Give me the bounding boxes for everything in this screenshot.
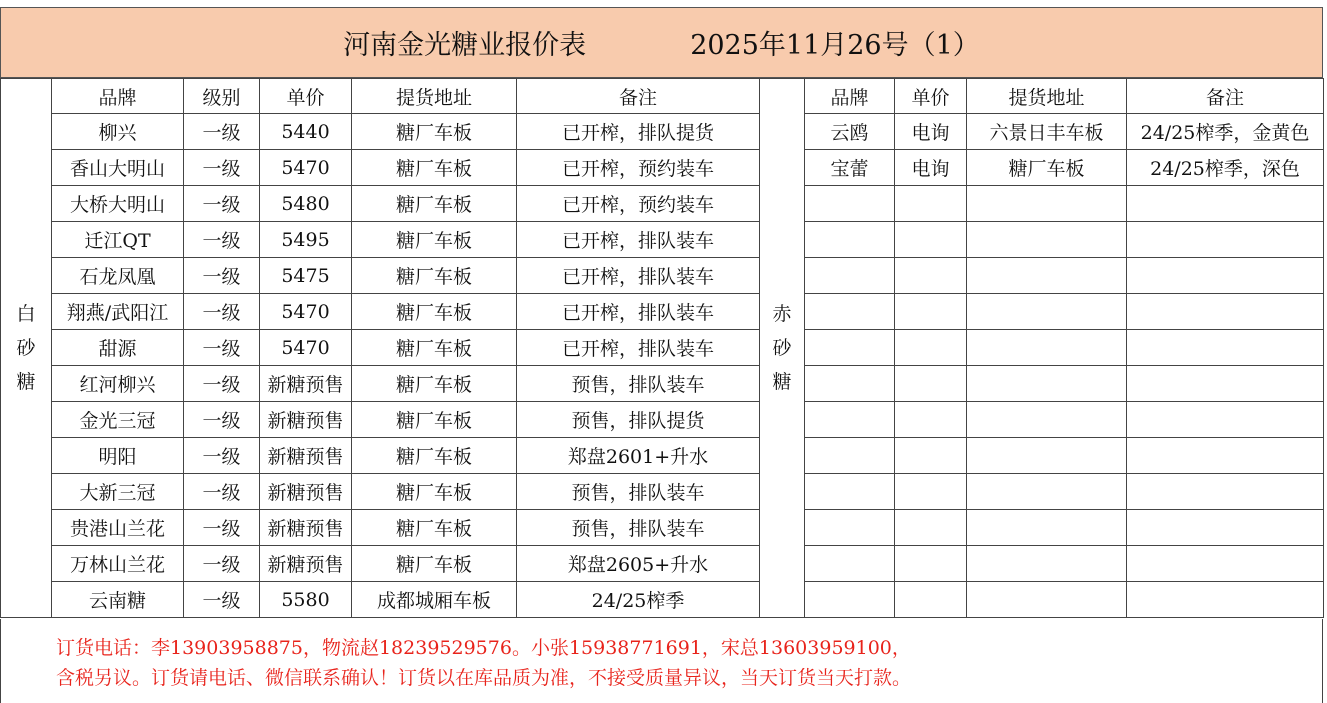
red-cell bbox=[1127, 186, 1324, 222]
white-header-cell: 单价 bbox=[260, 79, 352, 114]
red-cell bbox=[895, 330, 967, 366]
white-cell: 翔燕/武阳江 bbox=[52, 294, 184, 330]
order-notice bbox=[0, 619, 1323, 703]
white-header-cell: 备注 bbox=[517, 79, 760, 114]
red-cell bbox=[1127, 222, 1324, 258]
red-cell bbox=[1127, 438, 1324, 474]
white-cell: 一级 bbox=[184, 150, 260, 186]
red-cell bbox=[895, 438, 967, 474]
white-cell: 香山大明山 bbox=[52, 150, 184, 186]
red-cell: 电询 bbox=[895, 150, 967, 186]
red-cell bbox=[805, 258, 895, 294]
terms-line: 含税另议。订货请电话、微信联系确认！订货以在库品质为准，不接受质量异议，当天订货当天打款。 bbox=[56, 667, 912, 689]
white-cell: 5470 bbox=[260, 150, 352, 186]
red-cell bbox=[1127, 582, 1324, 618]
red-cell bbox=[895, 402, 967, 438]
red-cell: 电询 bbox=[895, 114, 967, 150]
white-cell: 5475 bbox=[260, 258, 352, 294]
red-cell bbox=[1127, 294, 1324, 330]
red-cell bbox=[895, 510, 967, 546]
white-header-cell: 提货地址 bbox=[352, 79, 517, 114]
white-cell: 贵港山兰花 bbox=[52, 510, 184, 546]
white-cell: 已开榨，排队装车 bbox=[517, 330, 760, 366]
red-cell bbox=[967, 546, 1127, 582]
white-cell: 新糖预售 bbox=[260, 402, 352, 438]
table-row bbox=[1, 114, 1324, 150]
table-row bbox=[1, 150, 1324, 186]
table-row bbox=[1, 366, 1324, 402]
white-cell: 一级 bbox=[184, 330, 260, 366]
contact-line: 订货电话：李13903958875，物流赵18239529576。小张15938771691，宋总13603959100， bbox=[56, 637, 911, 659]
red-cell bbox=[967, 222, 1127, 258]
white-cell: 金光三冠 bbox=[52, 402, 184, 438]
red-cell bbox=[805, 582, 895, 618]
red-cell bbox=[805, 294, 895, 330]
white-cell: 新糖预售 bbox=[260, 474, 352, 510]
red-cell bbox=[805, 438, 895, 474]
red-cell bbox=[967, 294, 1127, 330]
white-cell: 糖厂车板 bbox=[352, 150, 517, 186]
red-cell bbox=[967, 510, 1127, 546]
red-cell bbox=[805, 474, 895, 510]
red-cell: 糖厂车板 bbox=[967, 150, 1127, 186]
red-cell bbox=[1127, 402, 1324, 438]
white-cell: 一级 bbox=[184, 510, 260, 546]
white-cell: 成都城厢车板 bbox=[352, 582, 517, 618]
red-cell bbox=[805, 510, 895, 546]
red-sugar-label-char: 赤 bbox=[772, 303, 792, 325]
white-cell: 预售，排队装车 bbox=[517, 474, 760, 510]
table-row bbox=[1, 186, 1324, 222]
white-cell: 预售，排队装车 bbox=[517, 510, 760, 546]
white-cell: 5580 bbox=[260, 582, 352, 618]
white-cell: 糖厂车板 bbox=[352, 546, 517, 582]
white-cell: 一级 bbox=[184, 258, 260, 294]
red-sugar-label-char: 糖 bbox=[772, 371, 792, 393]
red-cell: 六景日丰车板 bbox=[967, 114, 1127, 150]
white-cell: 5470 bbox=[260, 294, 352, 330]
white-sugar-label-char: 砂 bbox=[16, 337, 36, 359]
white-cell: 明阳 bbox=[52, 438, 184, 474]
white-cell: 一级 bbox=[184, 582, 260, 618]
white-cell: 甜源 bbox=[52, 330, 184, 366]
white-cell: 郑盘2601+升水 bbox=[517, 438, 760, 474]
white-cell: 糖厂车板 bbox=[352, 114, 517, 150]
white-cell: 云南糖 bbox=[52, 582, 184, 618]
white-cell: 一级 bbox=[184, 546, 260, 582]
red-header-cell: 品牌 bbox=[805, 79, 895, 114]
red-cell bbox=[895, 546, 967, 582]
white-cell: 已开榨，预约装车 bbox=[517, 150, 760, 186]
white-cell: 糖厂车板 bbox=[352, 438, 517, 474]
red-cell bbox=[895, 258, 967, 294]
white-cell: 已开榨，预约装车 bbox=[517, 186, 760, 222]
white-cell: 大桥大明山 bbox=[52, 186, 184, 222]
white-cell: 预售，排队提货 bbox=[517, 402, 760, 438]
white-cell: 糖厂车板 bbox=[352, 186, 517, 222]
red-cell bbox=[967, 438, 1127, 474]
white-cell: 糖厂车板 bbox=[352, 402, 517, 438]
white-cell: 迁江QT bbox=[52, 222, 184, 258]
red-cell bbox=[1127, 510, 1324, 546]
white-header-cell: 品牌 bbox=[52, 79, 184, 114]
white-cell: 已开榨，排队装车 bbox=[517, 222, 760, 258]
table-row bbox=[1, 546, 1324, 582]
white-cell: 5440 bbox=[260, 114, 352, 150]
red-cell bbox=[805, 330, 895, 366]
white-cell: 柳兴 bbox=[52, 114, 184, 150]
header-row bbox=[1, 79, 1324, 114]
white-cell: 新糖预售 bbox=[260, 438, 352, 474]
white-cell: 一级 bbox=[184, 438, 260, 474]
red-cell bbox=[805, 186, 895, 222]
red-cell: 24/25榨季，金黄色 bbox=[1127, 114, 1324, 150]
white-sugar-label bbox=[1, 79, 52, 618]
white-cell: 已开榨，排队装车 bbox=[517, 294, 760, 330]
red-cell bbox=[967, 330, 1127, 366]
white-cell: 石龙凤凰 bbox=[52, 258, 184, 294]
table-row bbox=[1, 294, 1324, 330]
table-row bbox=[1, 258, 1324, 294]
red-header-cell: 备注 bbox=[1127, 79, 1324, 114]
white-cell: 一级 bbox=[184, 114, 260, 150]
table-row bbox=[1, 222, 1324, 258]
red-header-cell: 单价 bbox=[895, 79, 967, 114]
table-row bbox=[1, 510, 1324, 546]
red-cell bbox=[895, 474, 967, 510]
white-cell: 糖厂车板 bbox=[352, 222, 517, 258]
red-cell bbox=[805, 402, 895, 438]
white-cell: 预售，排队装车 bbox=[517, 366, 760, 402]
white-cell: 糖厂车板 bbox=[352, 258, 517, 294]
table-row bbox=[1, 474, 1324, 510]
white-cell: 红河柳兴 bbox=[52, 366, 184, 402]
white-sugar-label-char: 白 bbox=[16, 303, 36, 325]
red-sugar-label bbox=[760, 79, 805, 618]
table-row bbox=[1, 582, 1324, 618]
red-cell bbox=[967, 258, 1127, 294]
white-cell: 已开榨，排队装车 bbox=[517, 258, 760, 294]
red-cell bbox=[967, 474, 1127, 510]
red-cell bbox=[805, 546, 895, 582]
white-cell: 已开榨，排队提货 bbox=[517, 114, 760, 150]
white-cell: 新糖预售 bbox=[260, 510, 352, 546]
white-cell: 一级 bbox=[184, 366, 260, 402]
white-cell: 糖厂车板 bbox=[352, 366, 517, 402]
red-cell bbox=[895, 222, 967, 258]
white-cell: 郑盘2605+升水 bbox=[517, 546, 760, 582]
red-cell bbox=[967, 366, 1127, 402]
white-cell: 万林山兰花 bbox=[52, 546, 184, 582]
red-cell bbox=[967, 582, 1127, 618]
white-cell: 一级 bbox=[184, 186, 260, 222]
red-cell bbox=[967, 402, 1127, 438]
table-row bbox=[1, 438, 1324, 474]
table-row bbox=[1, 402, 1324, 438]
red-cell bbox=[1127, 546, 1324, 582]
red-cell bbox=[1127, 330, 1324, 366]
red-cell bbox=[895, 186, 967, 222]
white-header-cell: 级别 bbox=[184, 79, 260, 114]
white-cell: 一级 bbox=[184, 294, 260, 330]
white-sugar-label-char: 糖 bbox=[16, 371, 36, 393]
table-row bbox=[1, 330, 1324, 366]
white-cell: 一级 bbox=[184, 222, 260, 258]
white-cell: 糖厂车板 bbox=[352, 510, 517, 546]
red-header-cell: 提货地址 bbox=[967, 79, 1127, 114]
red-cell bbox=[805, 222, 895, 258]
red-cell: 云鸥 bbox=[805, 114, 895, 150]
red-cell bbox=[1127, 474, 1324, 510]
red-cell bbox=[895, 366, 967, 402]
red-cell: 宝蕾 bbox=[805, 150, 895, 186]
white-cell: 糖厂车板 bbox=[352, 294, 517, 330]
white-cell: 一级 bbox=[184, 474, 260, 510]
white-cell: 新糖预售 bbox=[260, 546, 352, 582]
red-cell bbox=[1127, 366, 1324, 402]
sheet-title: 河南金光糖业报价表 bbox=[343, 30, 587, 61]
red-cell bbox=[895, 582, 967, 618]
red-cell bbox=[1127, 258, 1324, 294]
white-cell: 5495 bbox=[260, 222, 352, 258]
sheet-date: 2025年11月26号（1） bbox=[690, 30, 980, 61]
white-cell: 大新三冠 bbox=[52, 474, 184, 510]
white-cell: 5480 bbox=[260, 186, 352, 222]
red-cell: 24/25榨季，深色 bbox=[1127, 150, 1324, 186]
white-cell: 糖厂车板 bbox=[352, 474, 517, 510]
red-cell bbox=[967, 186, 1127, 222]
white-cell: 糖厂车板 bbox=[352, 330, 517, 366]
title-bar bbox=[0, 7, 1323, 78]
white-cell: 24/25榨季 bbox=[517, 582, 760, 618]
red-cell bbox=[805, 366, 895, 402]
price-table bbox=[0, 78, 1324, 618]
red-cell bbox=[895, 294, 967, 330]
white-cell: 新糖预售 bbox=[260, 366, 352, 402]
white-cell: 一级 bbox=[184, 402, 260, 438]
red-sugar-label-char: 砂 bbox=[772, 337, 792, 359]
white-cell: 5470 bbox=[260, 330, 352, 366]
